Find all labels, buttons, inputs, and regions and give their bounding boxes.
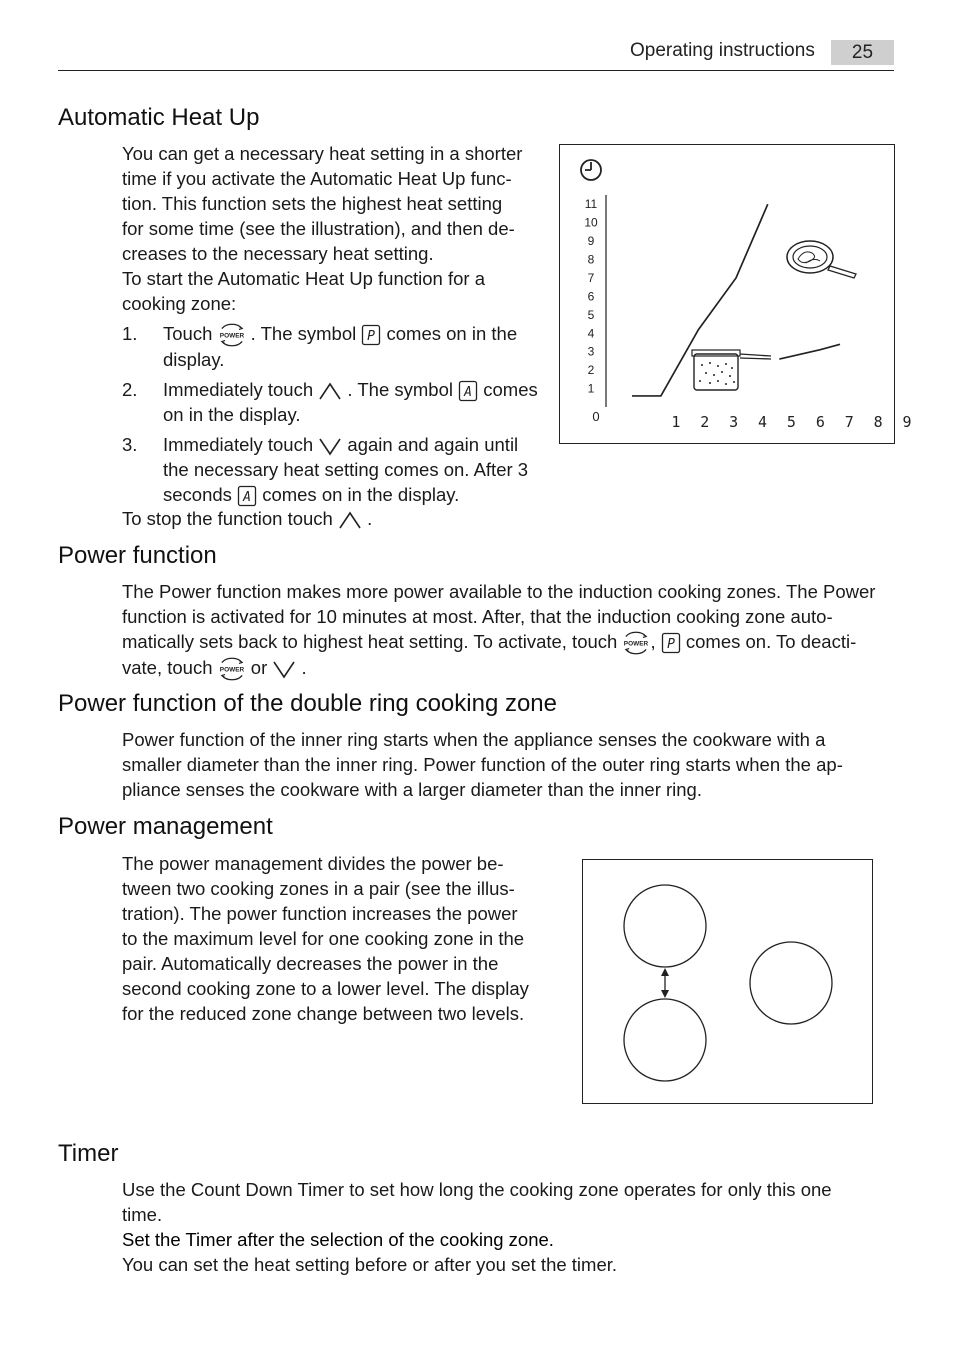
step-number: 3.	[122, 434, 138, 456]
cooking-zone-bottom	[624, 999, 706, 1081]
cooking-zone-top	[624, 885, 706, 967]
header-rule	[58, 70, 894, 71]
frying-pan-icon	[787, 241, 856, 278]
y-tick-label: 11	[584, 197, 598, 212]
text-line: tration). The power function increases the power	[122, 903, 518, 924]
x-tick-label: 6	[815, 413, 825, 431]
y-tick-label: 10	[584, 215, 598, 230]
text-line	[122, 629, 894, 655]
x-tick-label: 9	[902, 413, 912, 431]
text-line: second cooking zone to a lower level. The display	[122, 978, 529, 999]
intro-line: for some time (see the illustration), and then de-	[122, 218, 515, 239]
intro-line: To start the Automatic Heat Up function for a	[122, 268, 485, 289]
heading-timer: Timer	[58, 1140, 119, 1167]
text-span: ,	[650, 631, 656, 652]
stop-end: .	[367, 508, 373, 529]
a-label: A	[243, 490, 251, 506]
y-tick-label: 5	[587, 307, 595, 322]
a-label: A	[464, 385, 473, 401]
step-text: . The symbol	[250, 323, 357, 344]
step-number: 2.	[122, 379, 138, 401]
step-text: Immediately touch	[163, 379, 314, 401]
y-tick-label: 7	[587, 270, 595, 285]
stop-instruction	[122, 506, 372, 531]
step-text: . The symbol	[347, 379, 453, 401]
text-line: The Power function makes more power available to the induction cooking zones. The Power	[122, 581, 876, 602]
step-text: display.	[163, 349, 225, 371]
p-display-icon	[361, 324, 381, 346]
up-arrow-icon	[338, 510, 362, 530]
heading-power-function: Power function	[58, 542, 217, 569]
y-tick-label: 4	[587, 326, 595, 341]
text-line: pair. Automatically decreases the power in the	[122, 953, 499, 974]
text-span: comes on. To deacti-	[685, 631, 857, 652]
step-3	[122, 432, 552, 507]
x-tick-label: 7	[844, 413, 854, 431]
y-tick-label: 6	[587, 289, 595, 304]
heading-automatic-heat-up: Automatic Heat Up	[58, 104, 260, 131]
text-line	[122, 655, 894, 681]
y-tick-label: 2	[587, 363, 595, 378]
power-management-text	[122, 851, 562, 1026]
a-display-icon	[458, 380, 478, 402]
text-line: Use the Count Down Timer to set how long the cooking zone operates for only this one	[122, 1179, 832, 1200]
running-header: Operating instructions	[630, 40, 815, 61]
power-icon	[622, 631, 650, 655]
timer-text	[122, 1177, 894, 1277]
text-span: vate, touch	[122, 657, 213, 679]
step-text: the necessary heat setting comes on. After 3	[163, 459, 529, 481]
power-icon	[218, 323, 246, 347]
down-arrow-icon	[318, 436, 342, 456]
cooking-zones-svg	[583, 860, 872, 1103]
text-line: function is activated for 10 minutes at most. After, that the induction cooking zone auto-	[122, 606, 833, 627]
y-tick-label: 3	[587, 344, 595, 359]
step-2	[122, 377, 552, 427]
heat-up-chart	[560, 145, 912, 443]
step-text: Immediately touch	[163, 434, 314, 456]
clock-icon	[581, 160, 601, 180]
x-tick-label: 2	[700, 413, 710, 431]
text-line: time.	[122, 1204, 163, 1225]
zero-label: 0	[592, 409, 600, 424]
y-tick-label: 8	[587, 252, 595, 267]
intro-line: creases to the necessary heat setting.	[122, 243, 434, 264]
power-function-text	[122, 579, 894, 681]
intro-line: time if you activate the Automatic Heat Up func-	[122, 168, 512, 189]
x-tick-label: 5	[786, 413, 796, 431]
text-line: smaller diameter than the inner ring. Power function of the outer ring starts when the ap-	[122, 754, 843, 775]
text-line: tween two cooking zones in a pair (see the illus-	[122, 878, 515, 899]
x-tick-label: 1	[671, 413, 681, 431]
cooking-zones-diagram	[582, 859, 873, 1104]
stop-text: To stop the function touch	[122, 508, 333, 529]
heading-double-ring: Power function of the double ring cooking zone	[58, 690, 557, 717]
step-text: comes on in the	[386, 323, 518, 344]
text-span: matically sets back to highest heat setting. To activate, touch	[122, 631, 618, 652]
text-span: or	[250, 657, 268, 679]
text-line: Power function of the inner ring starts when the appliance senses the cookware with a	[122, 729, 826, 750]
heat-curve-series-1	[632, 204, 768, 396]
cooking-zone-right	[750, 942, 832, 1024]
step-text: seconds	[163, 484, 232, 506]
up-arrow-icon	[318, 381, 342, 401]
down-arrow-icon	[272, 659, 296, 679]
text-line: for the reduced zone change between two levels.	[122, 1003, 525, 1024]
step-text: on in the display.	[163, 404, 301, 426]
step-number: 1.	[122, 323, 138, 344]
text-line: to the maximum level for one cooking zone in the	[122, 928, 525, 949]
p-display-icon	[661, 632, 681, 654]
step-text: Touch	[163, 323, 213, 344]
p-label: P	[367, 329, 376, 345]
text-line: The power management divides the power be-	[122, 853, 504, 874]
step-1	[122, 321, 552, 372]
x-tick-label: 4	[758, 413, 768, 431]
heat-up-chart-frame	[559, 144, 912, 444]
intro-line: cooking zone:	[122, 293, 237, 314]
text-span: .	[301, 657, 307, 679]
auto-heat-up-steps	[122, 321, 552, 512]
intro-line: tion. This function sets the highest heat setting	[122, 193, 503, 214]
double-ring-text	[122, 727, 894, 802]
y-tick-label: 9	[587, 234, 595, 249]
x-tick-label: 8	[873, 413, 883, 431]
double-arrow-icon	[661, 968, 669, 998]
timer-emphasis-line: Set the Timer after the selection of the cooking zone.	[122, 1229, 554, 1250]
power-icon	[218, 657, 246, 681]
page-number: 25	[831, 40, 894, 65]
intro-line: You can get a necessary heat setting in a shorter	[122, 143, 523, 164]
x-tick-label: 3	[729, 413, 739, 431]
step-text: comes	[483, 379, 538, 401]
auto-heat-up-intro	[122, 141, 552, 316]
heading-power-management: Power management	[58, 813, 273, 840]
heat-curve-series-2	[779, 344, 840, 359]
a-display-icon	[237, 485, 257, 507]
y-tick-label: 1	[587, 381, 595, 396]
cooking-pot-icon	[692, 350, 771, 390]
text-line: pliance senses the cookware with a larger diameter than the inner ring.	[122, 779, 702, 800]
p-label: P	[666, 637, 675, 653]
step-text: comes on in the display.	[262, 484, 460, 506]
text-line: You can set the heat setting before or after you set the timer.	[122, 1254, 618, 1275]
step-text: again and again until	[347, 434, 519, 456]
